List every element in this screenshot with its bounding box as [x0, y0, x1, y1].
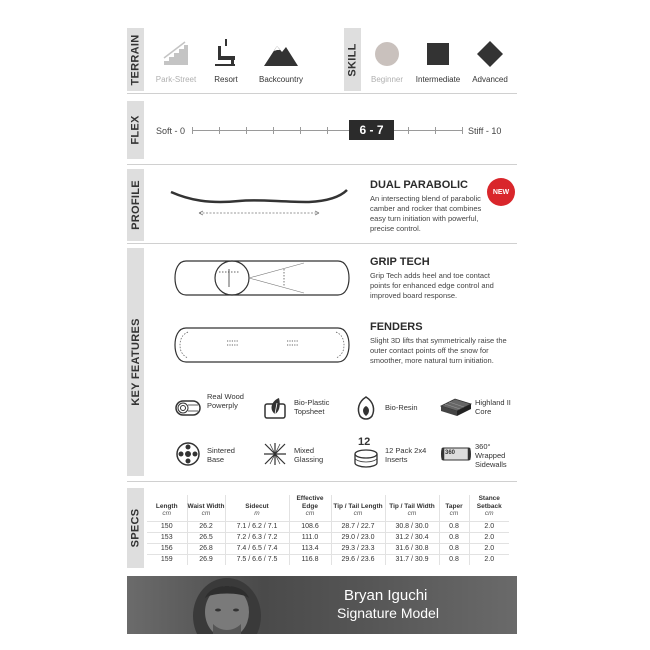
column-header: Sidecut m	[225, 495, 289, 521]
specs-heading: SPECS	[129, 508, 142, 548]
inserts-count: 12	[358, 436, 371, 448]
section-divider	[127, 481, 517, 482]
profile-band	[127, 169, 144, 241]
specs-header-row	[147, 495, 509, 521]
flex-rating-value: 6 - 7	[349, 120, 394, 140]
flex-tick	[408, 127, 409, 134]
table-row: 159 26.9 7.5 / 6.6 / 7.5 116.8 29.6 / 23.6 31.7 / 30.9 0.8 2.0	[147, 554, 509, 565]
skill-band	[344, 28, 361, 91]
signature-banner	[127, 576, 517, 634]
inserts-icon	[352, 449, 380, 469]
wood-core-icon	[174, 394, 202, 422]
flex-tick	[300, 127, 301, 134]
tech-label: Mixed Glassing	[294, 446, 324, 464]
skill-label: Beginner	[370, 75, 404, 84]
section-divider	[127, 164, 517, 165]
terrain-park-street	[153, 38, 199, 84]
core-layers-icon	[439, 396, 473, 420]
circle-icon	[372, 38, 402, 68]
tech-label: Bio-Resin	[385, 403, 418, 412]
terrain-backcountry	[255, 38, 307, 84]
tech-label: Highland II Core	[475, 398, 511, 416]
skill-beginner	[367, 38, 407, 84]
product-spec-sheet	[127, 28, 517, 634]
profile-title: DUAL PARABOLIC	[370, 179, 468, 191]
fenders-title: FENDERS	[370, 321, 423, 333]
column-header: Stance Setback cm	[476, 495, 502, 517]
bio-plastic-icon	[261, 394, 289, 422]
skill-heading: SKILL	[346, 42, 359, 77]
signature-model-label: Signature Model	[337, 605, 439, 621]
flex-heading: FLEX	[129, 115, 142, 145]
flex-min-label: Soft - 0	[156, 126, 186, 136]
sidewall-number: 360	[445, 450, 456, 456]
grip-tech-description: Grip Tech adds heel and toe contact points for enhanced edge control and improved board response.	[370, 271, 494, 300]
key-features-band	[127, 248, 144, 476]
profile-description: An intersecting blend of parabolic camber and rocker that combines easy turn initiation with powerful, precise control.	[370, 194, 482, 233]
tech-label: 360° Wrapped Sidewalls	[475, 442, 507, 469]
skill-advanced	[469, 38, 511, 84]
skill-intermediate	[412, 38, 464, 84]
chairlift-icon	[211, 38, 241, 68]
terrain-heading: TERRAIN	[129, 34, 142, 85]
mountain-icon	[263, 38, 299, 68]
section-divider	[127, 243, 517, 244]
column-header: Length cm	[147, 495, 187, 521]
table-row: 156 26.8 7.4 / 6.5 / 7.4 113.4 29.3 / 23.3 31.6 / 30.8 0.8 2.0	[147, 543, 509, 554]
fenders-board-icon	[172, 323, 352, 367]
specs-band	[127, 488, 144, 568]
grip-tech-title: GRIP TECH	[370, 256, 430, 268]
flex-tick	[246, 127, 247, 134]
terrain-label: Backcountry	[258, 75, 304, 84]
column-header: Tip / Tail Width cm	[385, 495, 439, 521]
board-profile-illustration	[169, 186, 349, 220]
key-features-heading: KEY FEATURES	[129, 318, 142, 406]
flex-band	[127, 101, 144, 159]
specs-table	[147, 495, 509, 565]
fenders-description: Slight 3D lifts that symmetrically raise the outer contact points off the snow for smoother, more natural turn initiation.	[370, 336, 507, 365]
flex-tick	[273, 127, 274, 134]
column-header: Tip / Tail Length cm	[331, 495, 385, 521]
grip-tech-board-icon	[172, 255, 352, 301]
rider-portrait-image	[167, 576, 287, 634]
bio-resin-icon	[352, 394, 380, 422]
flex-tick	[462, 127, 463, 134]
terrain-label: Resort	[214, 75, 238, 84]
park-street-icon	[161, 38, 191, 68]
square-icon	[423, 38, 453, 68]
diamond-icon	[475, 38, 505, 68]
table-row: 153 26.5 7.2 / 6.3 / 7.2 111.0 29.0 / 23.0 31.2 / 30.4 0.8 2.0	[147, 532, 509, 543]
column-header: Waist Width cm	[187, 495, 225, 521]
flex-tick	[192, 127, 193, 134]
tech-label: Sintered Base	[207, 446, 235, 464]
glassing-icon	[261, 440, 289, 468]
tech-label: Real Wood Powerply	[207, 392, 244, 410]
terrain-resort	[209, 38, 243, 84]
flex-max-label: Stiff - 10	[468, 126, 502, 136]
skill-label: Advanced	[472, 75, 508, 84]
flex-tick	[435, 127, 436, 134]
terrain-band	[127, 28, 144, 91]
section-divider	[127, 93, 517, 94]
column-header: Effective Edge cm	[289, 495, 331, 521]
sintered-base-icon	[174, 440, 202, 468]
flex-tick	[219, 127, 220, 134]
rider-name: Bryan Iguchi	[344, 587, 428, 604]
column-header: Taper cm	[439, 495, 469, 521]
profile-heading: PROFILE	[129, 180, 142, 230]
tech-label: 12 Pack 2x4 Inserts	[385, 446, 427, 464]
table-row: 150 26.2 7.1 / 6.2 / 7.1 108.6 28.7 / 22.7 30.8 / 30.0 0.8 2.0	[147, 521, 509, 532]
tech-label: Bio-Plastic Topsheet	[294, 398, 330, 416]
flex-tick	[327, 127, 328, 134]
skill-label: Intermediate	[415, 75, 461, 84]
new-badge: NEW	[487, 178, 515, 206]
terrain-label: Park-Street	[155, 75, 197, 84]
